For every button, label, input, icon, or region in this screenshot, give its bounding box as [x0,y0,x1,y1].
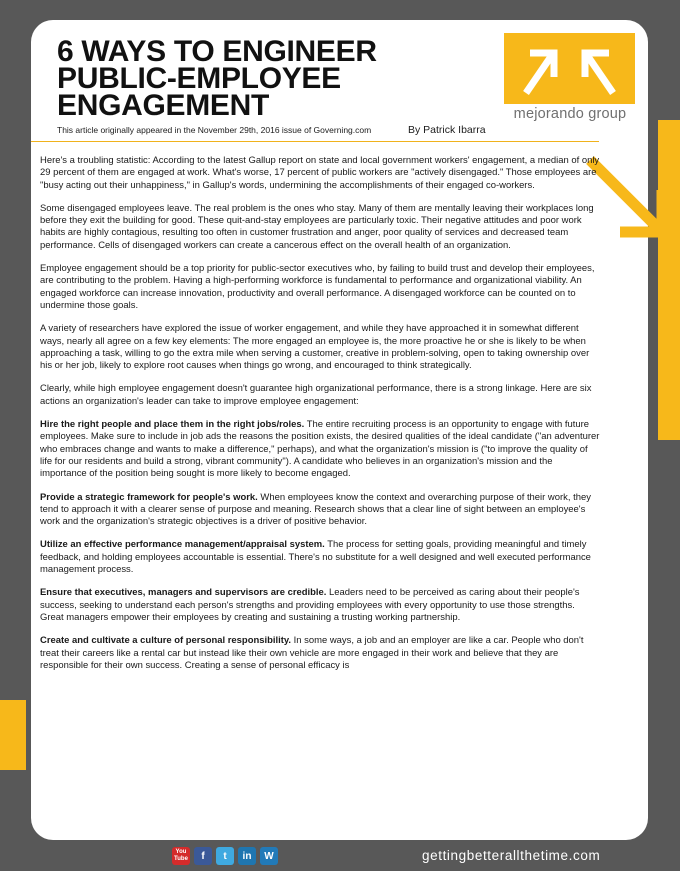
logo [504,33,635,104]
action-paragraph-2 [40,492,600,529]
youtube-icon[interactable] [172,847,190,865]
byline: This article originally appeared in the November 29th, 2016 issue of Governing.com [57,125,372,135]
action-heading-1: Hire the right people and place them in the right jobs/roles. [40,419,305,431]
facebook-icon[interactable]: f [194,847,212,865]
action-heading-4: Ensure that executives, managers and supervisors are credible. [40,587,327,599]
youtube-label-bottom: Tube [174,856,188,862]
action-paragraph-1 [40,419,600,480]
action-body-4: Leaders need to be perceived as caring about their people's success, seeking to understand each person's strengths and providing employees with every opportunity to use those strengths. Great managers empower their employees by creating and sustaining a trusting working partnership. [40,587,580,623]
author: By Patrick Ibarra [408,124,486,136]
social-links [172,845,278,865]
title-line-1: 6 WAYS TO ENGINEER [57,35,377,68]
header-divider [31,141,599,142]
page-title [57,35,477,122]
youtube-label-top: You [175,849,187,855]
action-body-2: When employees know the context and overarching purpose of their work, they tend to approach it with a clearer sense of purpose and meaning. Research shows that a clear line of sight between an employee's work and the organization's strategic objectives is a driver of positive behavior. [40,491,591,528]
intro-paragraph-1: Here's a troubling statistic: According to the latest Gallup report on state and local government workers' engagement, a median of only 29 percent of them are engaged at work. What's worse, 17 percent of public workers are "actively disengaged." Those employees are "busy acting out their unhappiness," in Gallup's words, undermining the accomplishments of their engaged co-workers. [40,155,600,191]
article-body [40,155,600,683]
intro-paragraph-5: Clearly, while high employee engagement doesn't guarantee high organizational performance, there is a strong linkage. Here are six actions an organization's leader can take to improve employee engagement: [40,383,592,407]
action-paragraph-4 [40,587,600,624]
logo-text: mejorando group [513,106,627,122]
action-paragraph-3 [40,539,600,576]
intro-paragraph-2: Some disengaged employees leave. The real problem is the ones who stay. Many of them are mentally leaving their workplaces long before they exit the building for good. These quit-and-stay employees are particularly toxic. Their negative attitudes and poor work habits are highly contagious, resulting too often in customer frustration and anger, poor quality of services and decreased team performance. Cells of disengaged workers can create a cancerous effect on the overall health of an organization. [40,202,594,251]
twitter-icon[interactable]: t [216,847,234,865]
title-line-3: ENGAGEMENT [57,89,270,122]
action-body-1: The entire recruiting process is an opportunity to engage with future employees. Make sure to include in job ads the reasons the position exists, the desired qualities of the ideal candidate ("an adventurer who embraces change and wants to make a difference," perhaps), and what the organization's mission is ("to improve the quality of life for our residents and build a strong, vibrant community"). A candidate who believes in an organization's mission and the importance of the position being sought is more likely to become engaged. [40,419,600,480]
linkedin-icon[interactable]: in [238,847,256,865]
action-heading-2: Provide a strategic framework for people's work. [40,491,258,503]
action-paragraph-5 [40,635,600,672]
wordpress-icon[interactable]: W [260,847,278,865]
accent-bar-left [0,700,26,770]
footer-url-link[interactable]: gettingbetterallthetime.com [422,848,601,863]
action-body-5: In some ways, a job and an employer are like a car. People who don't treat their careers like a rental car but instead like their own vehicle are more engaged in their work and believe that they are responsible for their own success. Creating a sense of personal efficacy is [40,635,584,671]
title-line-2: PUBLIC-EMPLOYEE [57,62,341,95]
intro-paragraph-4: A variety of researchers have explored the issue of worker engagement, and while they have approached it in somewhat different ways, nearly all agree on a few key elements: The more engaged an employee is, the more proactive he or she is likely to be when approaching a task, willing to go the extra mile when serving a customer, creative in problem-solving, open to taking ownership over his or her job, likely to explore root causes when things go wrong, and encouraged to think strategically. [40,323,590,372]
arrows-logo-icon [504,33,635,104]
action-heading-3: Utilize an effective performance management/appraisal system. [40,539,325,551]
action-body-3: The process for setting goals, providing meaningful and timely feedback, and holding employees accountable is essential. There's no substitute for a well designed and well executed performance management process. [40,539,591,576]
intro-paragraph-3: Employee engagement should be a top priority for public-sector executives who, by failing to build trust and develop their employees, are contributing to the problem. Having a high-performing workforce is fundamental to performance and organizational viability. An engaged workforce can increase innovation, productivity and overall performance. A disengaged workforce can be counted on to undermine those goals. [40,263,595,311]
action-heading-5: Create and cultivate a culture of personal responsibility. [40,635,292,647]
